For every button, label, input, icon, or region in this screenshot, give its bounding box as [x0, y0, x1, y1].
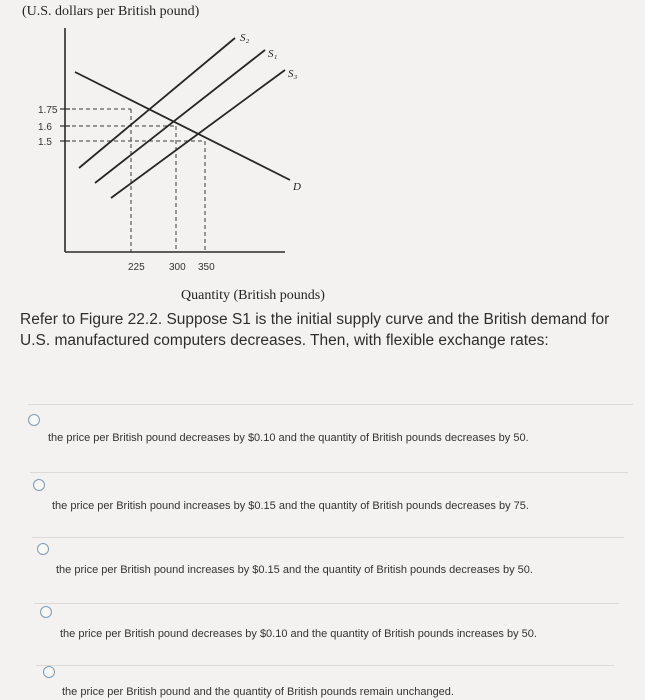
- option-label-1[interactable]: the price per British pound decreases by $0.10 and the quantity of British pounds decreases by 50.: [48, 432, 529, 444]
- option-divider: [32, 537, 624, 538]
- y-axis-title: (U.S. dollars per British pound): [22, 4, 200, 19]
- label-d: D: [293, 181, 301, 193]
- option-divider: [36, 665, 614, 666]
- radio-button-2[interactable]: [33, 479, 45, 491]
- label-s1: S₁: [268, 48, 278, 60]
- y-tick-label-1-5: 1.5: [38, 137, 52, 148]
- figure-graph: [0, 0, 645, 310]
- y-tick-label-1-75: 1.75: [38, 105, 58, 116]
- radio-button-3[interactable]: [37, 543, 49, 555]
- option-divider: [30, 472, 628, 473]
- x-tick-label-300: 300: [169, 262, 186, 273]
- curve-s1: [95, 50, 265, 183]
- option-label-2[interactable]: the price per British pound increases by $0.15 and the quantity of British pounds decreases by 75.: [52, 500, 529, 512]
- y-tick-label-1-6: 1.6: [38, 122, 52, 133]
- figure: [0, 0, 645, 310]
- label-s3: S₃: [288, 68, 298, 80]
- x-tick-label-225: 225: [128, 262, 145, 273]
- radio-button-1[interactable]: [28, 414, 40, 426]
- question-text: Refer to Figure 22.2. Suppose S1 is the initial supply curve and the British demand for U.S. manufactured computers decreases. Then, with flexible exchange rates:: [20, 311, 610, 349]
- radio-button-5[interactable]: [43, 666, 55, 678]
- option-divider: [28, 404, 633, 405]
- option-label-5[interactable]: the price per British pound and the quantity of British pounds remain unchanged.: [62, 686, 454, 698]
- option-label-3[interactable]: the price per British pound increases by $0.15 and the quantity of British pounds decreases by 50.: [56, 564, 533, 576]
- option-divider: [34, 603, 619, 604]
- x-axis-title: Quantity (British pounds): [181, 288, 325, 303]
- curve-s2: [79, 38, 235, 168]
- label-s2: S₂: [240, 32, 250, 44]
- radio-button-4[interactable]: [40, 606, 52, 618]
- x-tick-label-350: 350: [198, 262, 215, 273]
- option-label-4[interactable]: the price per British pound decreases by $0.10 and the quantity of British pounds increases by 50.: [60, 628, 537, 640]
